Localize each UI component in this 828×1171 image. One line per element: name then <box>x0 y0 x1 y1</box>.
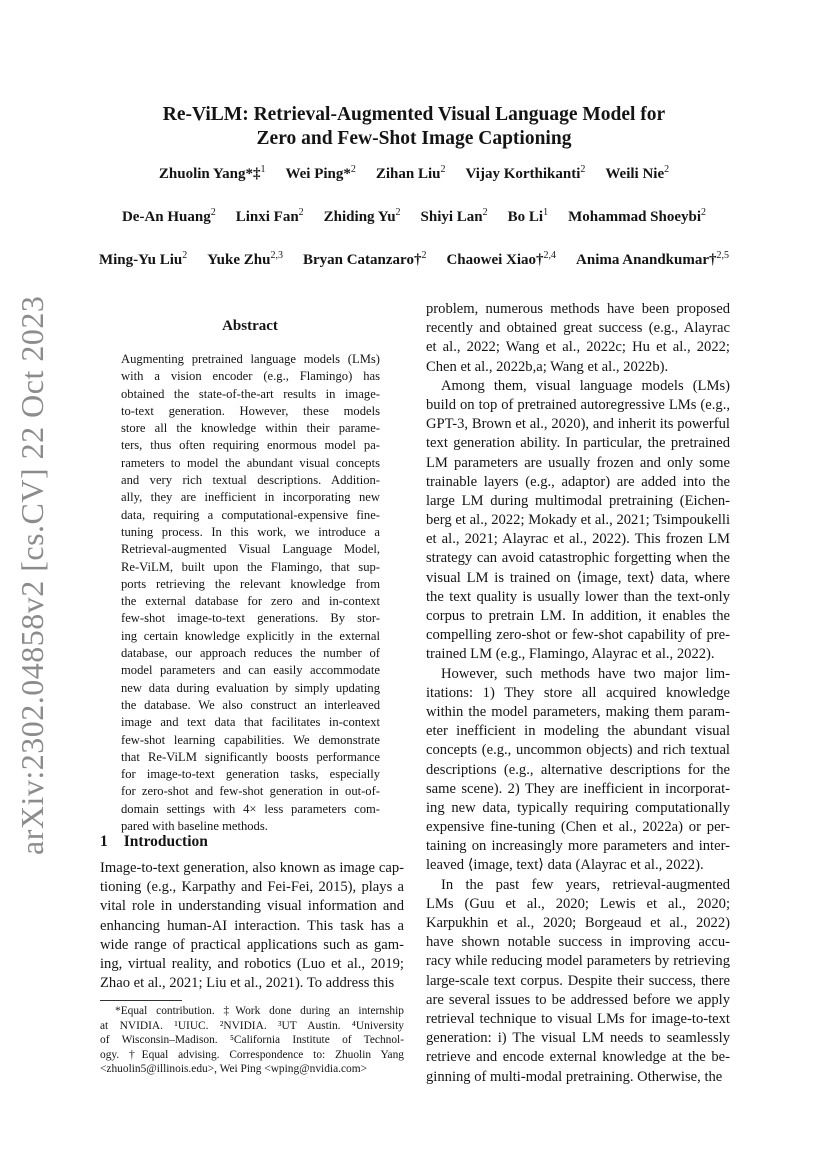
text-line: Re-ViLM, built upon the Flamingo, that sup- <box>121 559 380 574</box>
text-line: visual LM is trained on ⟨image, text⟩ data, where <box>426 569 730 586</box>
section-heading-introduction <box>100 833 208 851</box>
affiliation-marker: 2 <box>664 164 670 175</box>
text-line: In the past few years, retrieval-augmented <box>441 876 730 893</box>
text-line: domain settings with 4× less parameters com- <box>121 801 380 816</box>
title-line-1: Re-ViLM: Retrieval-Augmented Visual Language Model for <box>162 104 666 125</box>
text-line: retrieval technique to visual LMs for image-to-text <box>426 1010 730 1027</box>
author-name: Chaowei Xiao†$^{2,4}$ <box>446 250 557 268</box>
text-line: ters, thus often requiring enormous model pa- <box>121 438 380 453</box>
author-name: Yuke Zhu$^{2,3}$ <box>207 250 283 268</box>
affiliation-marker: 2,5 <box>716 250 730 261</box>
author-name: Mohammad Shoeybi$^2$ <box>568 207 707 225</box>
footnote-rule <box>100 1000 182 1001</box>
text-line: database, our approach reduces the number of <box>121 646 380 661</box>
text-line: ports retrieving the relevant knowledge from <box>121 576 380 591</box>
text-line: Zhao et al., 2021; Liu et al., 2021). To address this <box>100 975 395 992</box>
affiliation-marker: 2 <box>580 164 586 175</box>
text-line: model parameters and can easily accommodate <box>121 663 380 678</box>
author-name: Anima Anandkumar†$^{2,5}$ <box>576 250 730 268</box>
text-line: corpus to pretrain LM. In addition, it enables the <box>426 608 730 624</box>
text-line: at NVIDIA. ¹UIUC. ²NVIDIA. ³UT Austin. ⁴University <box>100 1019 404 1032</box>
text-line: store all the knowledge within their parame- <box>121 421 380 436</box>
text-line: the text quality is usually lower than the text-only <box>426 588 730 605</box>
text-line: Chen et al., 2022b,a; Wang et al., 2022b). <box>426 358 669 375</box>
text-line: leaved ⟨image, text⟩ data (Alayrac et al., 2022). <box>426 857 704 874</box>
text-line: taining on increasingly more parameters and inter- <box>426 838 730 855</box>
text-line: descriptions (e.g., alternative descriptions for the <box>426 761 730 778</box>
text-line: vital role in understanding visual information and <box>100 898 404 915</box>
text-line: Image-to-text generation, also known as image cap- <box>100 860 404 876</box>
text-line: ally, they are inefficient in incorporating new <box>121 490 380 505</box>
text-line: with a vision encoder (e.g., Flamingo) has <box>121 369 380 384</box>
text-line: et al., 2021; Alayrac et al., 2022). This frozen LM <box>426 531 730 548</box>
affiliation-marker: 2 <box>210 207 216 218</box>
text-line: large LM during multimodal pretraining (Eichen- <box>426 492 730 509</box>
text-line: ing new data, typically requiring computationally <box>426 799 730 816</box>
text-line: problem, numerous methods have been proposed <box>426 301 730 317</box>
text-line: expensive fine-tuning (Chen et al., 2022a) or per- <box>426 819 730 836</box>
text-line: new data during evaluation by simply updating <box>121 680 380 695</box>
text-line: LMs (Guu et al., 2020; Lewis et al., 2020; <box>426 895 730 912</box>
affiliation-marker: 2 <box>350 164 356 175</box>
affiliation-marker: 2 <box>395 207 401 218</box>
author-name: Weili Nie$^2$ <box>605 164 670 182</box>
affiliation-marker: 2 <box>298 207 304 218</box>
text-line: et al., 2022; Wang et al., 2022c; Hu et al., 2022; <box>426 339 730 356</box>
text-line: pared with baseline methods. <box>121 819 268 834</box>
text-line: strategy can avoid catastrophic forgetting when the <box>426 550 730 567</box>
text-line: eter inefficient in modeling the abundant visual <box>426 723 730 740</box>
text-line: LM parameters are usually frozen and only some <box>426 454 730 471</box>
author-name: Bryan Catanzaro†$^2$ <box>302 250 427 268</box>
author-name: Zhiding Yu$^2$ <box>323 207 401 225</box>
arxiv-identifier: arXiv:2302.04858v2 [cs.CV] 22 Oct 2023 <box>14 295 50 855</box>
text-line: trainable layers (e.g., adaptor) are added into the <box>426 473 730 490</box>
authors-row-2 <box>0 207 828 227</box>
text-line: to-text generation. However, these models <box>121 403 380 418</box>
text-line: few-shot image-to-text generations. By stor- <box>121 611 380 626</box>
text-line: within the model parameters, making them param- <box>426 703 730 720</box>
text-line: recently and obtained great success (e.g., Alayrac <box>426 320 730 337</box>
author-name: Zhuolin Yang*‡$^1$ <box>158 164 266 182</box>
text-line: wide range of practical applications such as gam- <box>100 936 404 953</box>
section-number: 1 <box>100 833 108 850</box>
author-name: Shiyi Lan$^2$ <box>420 207 488 225</box>
author-name: De-An Huang$^2$ <box>121 207 216 225</box>
text-line: image and text data that facilitates in-context <box>121 715 380 730</box>
affiliation-marker: 1 <box>260 164 266 175</box>
authors-row-3 <box>0 250 828 270</box>
text-line: ing, virtual reality, and robotics (Luo et al., 2019; <box>100 955 404 972</box>
paragraph <box>426 665 730 876</box>
affiliation-marker: 2 <box>421 250 427 261</box>
text-line: retrieve and encode external knowledge at the be- <box>426 1049 730 1066</box>
text-line: text generation ability. In particular, the pretrained <box>426 435 730 452</box>
text-line: of Wisconsin–Madison. ⁵California Institute of Technol- <box>100 1034 404 1047</box>
text-line: obtained the state-of-the-art results in image- <box>121 386 380 401</box>
text-line: ogy. †Equal advising. Correspondence to: Zhuolin Yang <box>100 1048 404 1061</box>
text-line: *Equal contribution. ‡Work done during an internship <box>115 1005 404 1017</box>
title-line-2: Zero and Few-Shot Image Captioning <box>256 128 572 149</box>
affiliation-marker: 2 <box>701 207 707 218</box>
text-line: few-shot learning capabilities. We demonstrate <box>121 732 380 747</box>
text-line: <zhuolin5@illinois.edu>, Wei Ping <wping@nvidia.com> <box>100 1063 368 1076</box>
author-name: Ming-Yu Liu$^2$ <box>98 250 188 268</box>
text-line: GPT-3, Brown et al., 2020), and inherit its powerful <box>426 416 730 433</box>
affiliation-marker: 2,3 <box>270 250 283 261</box>
text-line: Karpukhin et al., 2020; Borgeaud et al., 2022) <box>426 915 730 931</box>
author-name: Linxi Fan$^2$ <box>235 207 304 225</box>
affiliation-marker: 2 <box>182 250 188 261</box>
text-line: rameters to model the abundant visual concepts <box>121 455 380 470</box>
text-line: Augmenting pretrained language models (LMs) <box>121 352 380 366</box>
text-line: the external database for zero and in-context <box>121 594 380 609</box>
intro-left-column <box>100 859 404 993</box>
text-line: generation: i) The visual LM needs to seamlessly <box>426 1030 730 1047</box>
text-line: tuning process. In this work, we introduce a <box>121 524 380 539</box>
paper-title <box>0 103 828 151</box>
author-name: Zihan Liu$^2$ <box>375 164 446 182</box>
text-line: berg et al., 2022; Mokady et al., 2021; Tsimpoukelli <box>426 512 730 529</box>
text-line: concepts (e.g., uncommon objects) and rich textual <box>426 742 730 759</box>
paragraph <box>426 377 730 665</box>
text-line: ginning of multi-modal pretraining. Otherwise, the <box>426 1068 723 1085</box>
abstract-body <box>121 351 380 835</box>
text-line: that Re-ViLM significantly boosts performance <box>121 749 380 764</box>
text-line: However, such methods have two major lim- <box>441 665 730 682</box>
text-line: same scene). 2) They are inefficient in incorporat- <box>426 780 730 797</box>
text-line: for zero-shot and few-shot generation in out-of- <box>121 784 380 799</box>
text-line: trained LM (e.g., Flamingo, Alayrac et al., 2022). <box>426 646 715 663</box>
text-line: Retrieval-augmented Visual Language Model, <box>121 542 380 557</box>
text-line: have shown notable success in improving accu- <box>426 934 730 951</box>
author-name: Wei Ping*$^2$ <box>285 164 356 182</box>
affiliation-marker: 2,4 <box>543 250 557 261</box>
author-name: Vijay Korthikanti$^2$ <box>465 164 586 182</box>
intro-right-column <box>426 300 730 1087</box>
text-line: and very rich textual descriptions. Addition- <box>121 473 380 488</box>
affiliation-marker: 2 <box>482 207 488 218</box>
author-name: Bo Li$^1$ <box>507 207 549 225</box>
text-line: enhancing human-AI interaction. This task has a <box>100 917 404 934</box>
paragraph <box>426 876 730 1087</box>
abstract-heading: Abstract <box>222 318 278 334</box>
text-line: Among them, visual language models (LMs) <box>441 377 730 394</box>
text-line: are several issues to be addressed before we apply <box>426 991 730 1008</box>
footnote <box>100 1004 404 1077</box>
text-line: build on top of pretrained autoregressive LMs (e.g., <box>426 396 730 413</box>
affiliation-marker: 1 <box>543 207 549 218</box>
text-line: racy while reducing model parameters by retrieving <box>426 953 730 970</box>
text-line: ing certain knowledge explicitly in the external <box>121 628 380 643</box>
text-line: large-scale text corpus. Despite their success, there <box>426 972 730 989</box>
text-line: compelling zero-shot or few-shot capability of pre- <box>426 627 730 644</box>
affiliation-marker: 2 <box>440 164 446 175</box>
text-line: itations: 1) They store all acquired knowledge <box>426 684 730 701</box>
text-line: data, requiring a computational-expensive fine- <box>121 507 380 522</box>
authors-row-1 <box>0 164 828 184</box>
text-line: tioning (e.g., Karpathy and Fei-Fei, 2015), plays a <box>100 879 404 896</box>
text-line: the database. We also construct an interleaved <box>121 697 380 712</box>
paragraph <box>426 300 730 377</box>
text-line: for image-to-text generation tasks, especially <box>121 767 380 782</box>
section-title: Introduction <box>123 833 208 850</box>
